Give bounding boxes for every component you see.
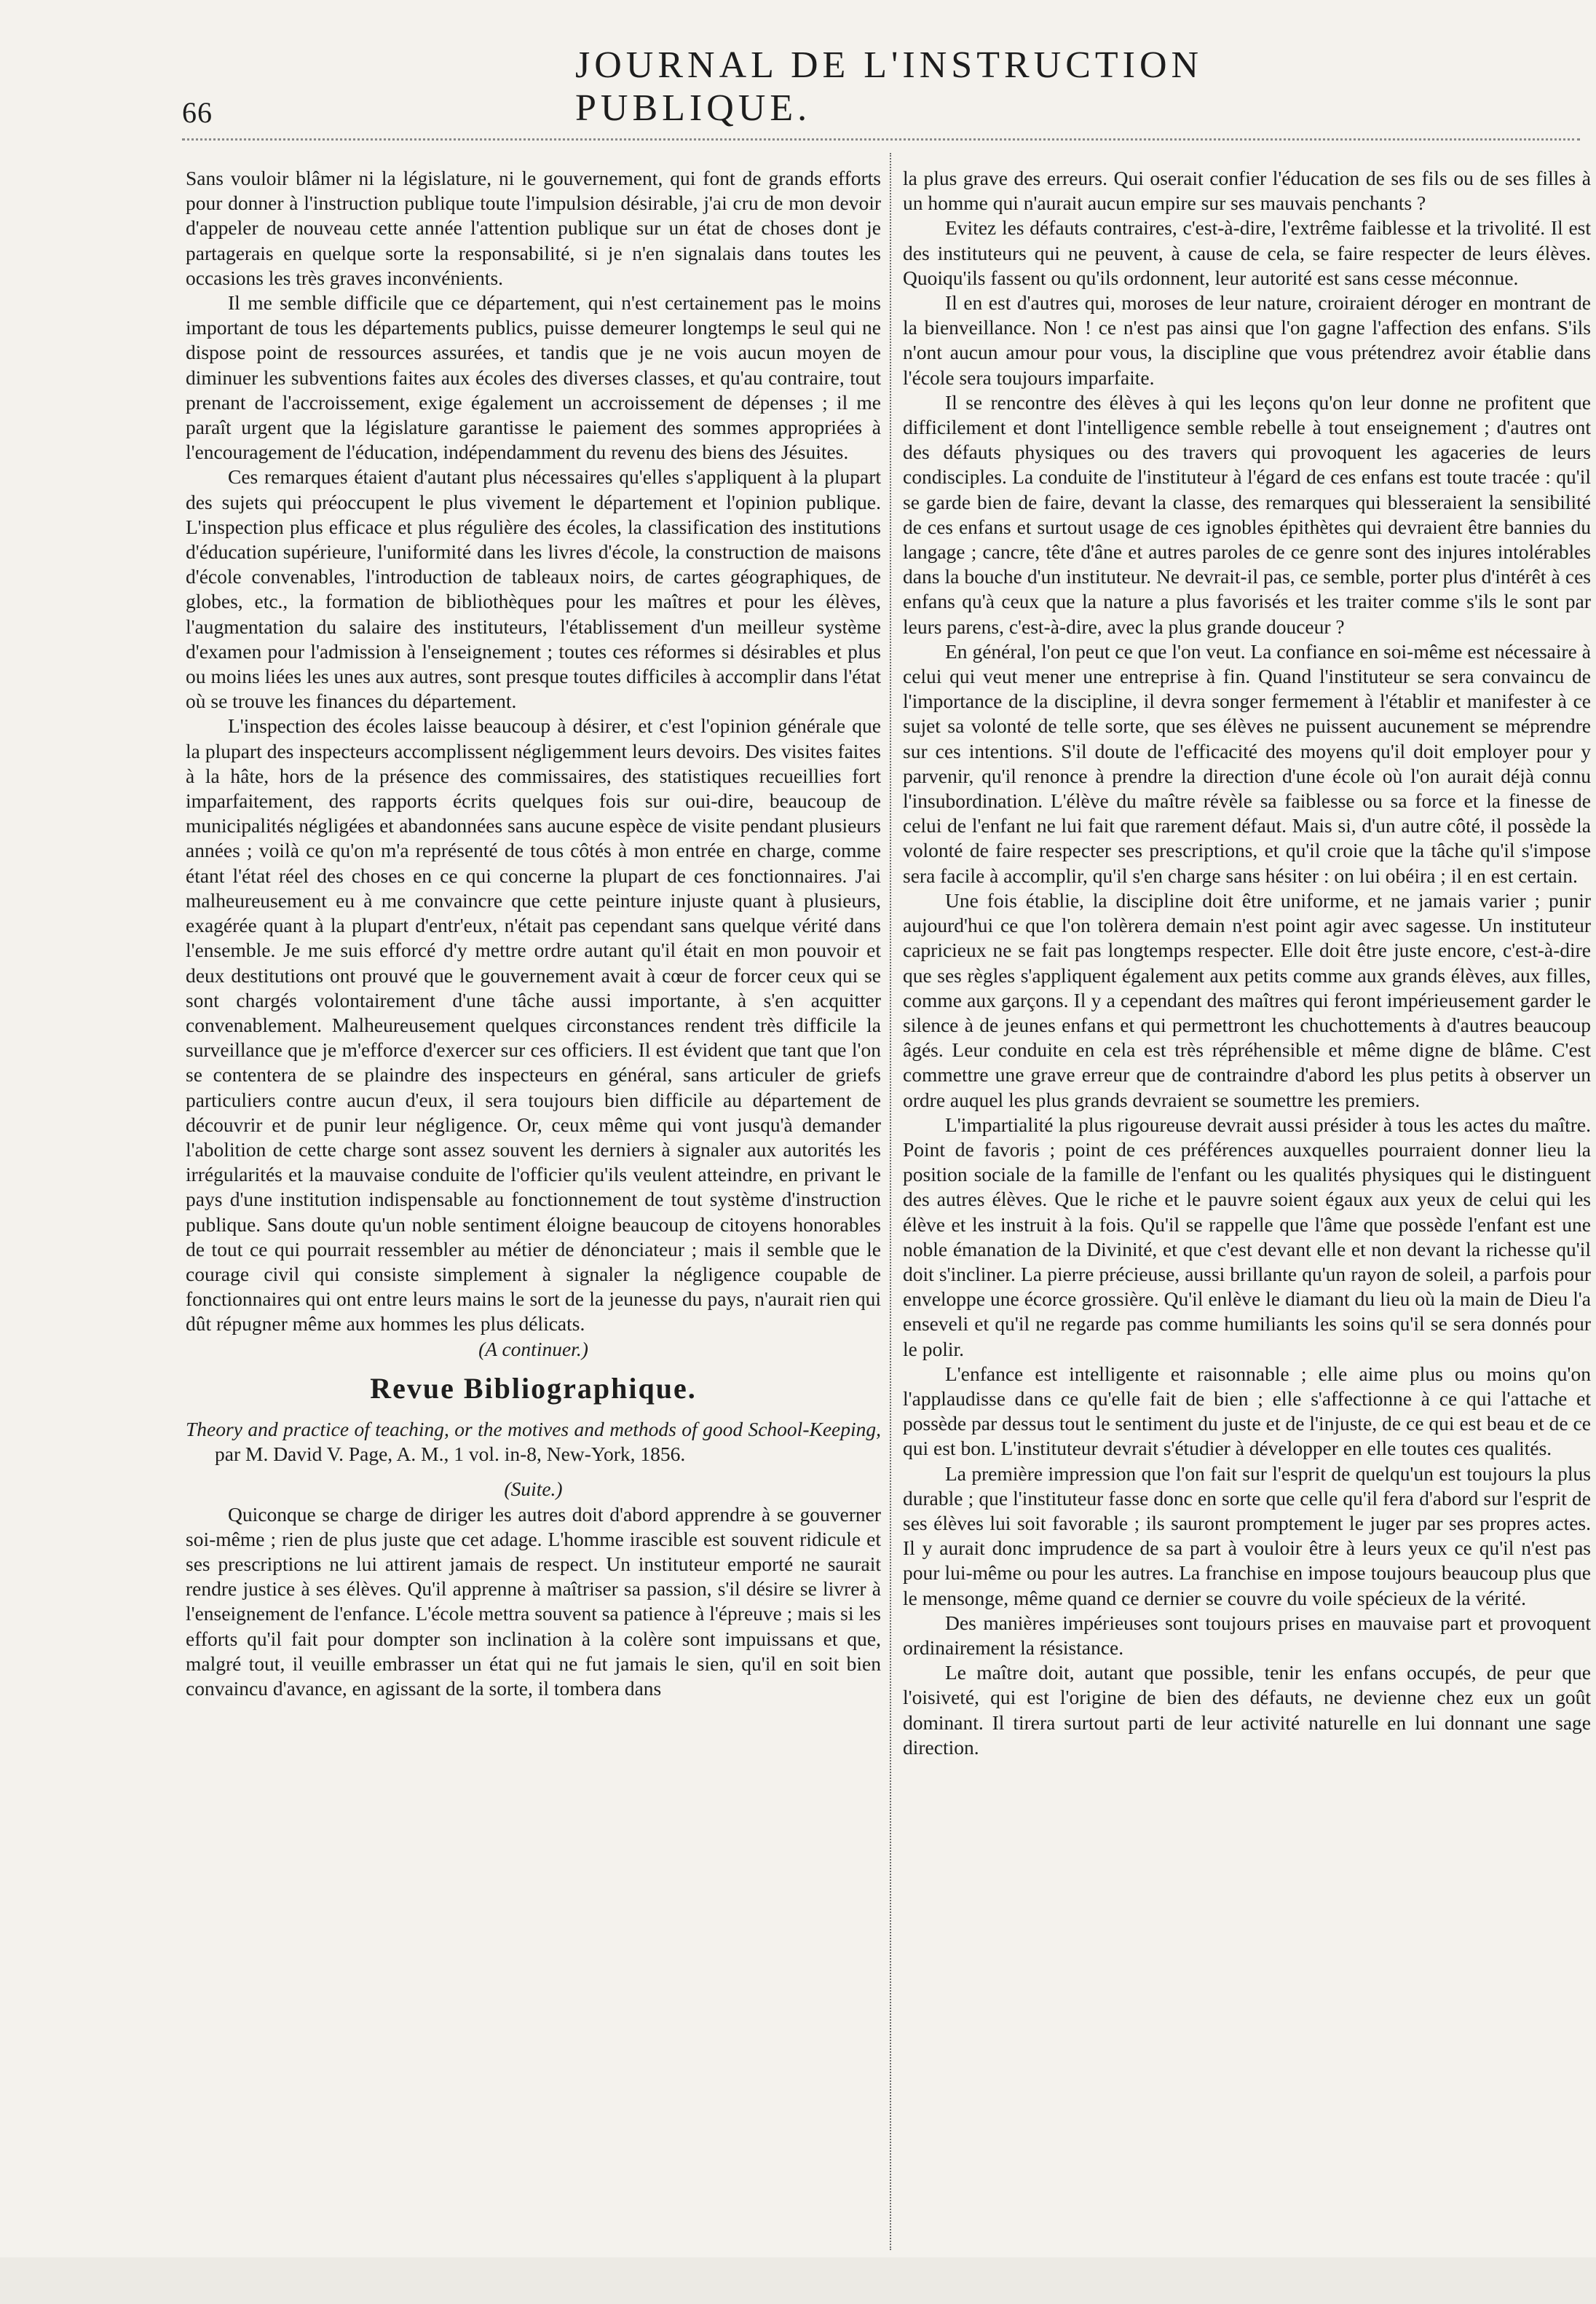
continuation-note: (A continuer.) <box>478 1337 588 1360</box>
left-column <box>186 166 881 1701</box>
article-paragraph: la plus grave des erreurs. Qui oserait confier l'éducation de ses fils ou de ses filles à un homme qui n'aurait aucun empire sur ses mauvais penchants ? <box>903 167 1591 215</box>
book-title: Theory and practice of teaching, or the motives and methods of good School-Keeping, <box>186 1417 881 1440</box>
article-paragraph: L'inspection des écoles laisse beaucoup à désirer, et c'est l'opinion générale que la plupart des inspecteurs accomplissent négligemment leurs devoirs. Des visites faites à la hâte, hors de la présence des commissaires, des statistiques recueillies fort imparfaitement, des rapports écrits quelques fois sur oui-dire, beaucoup de municipalités négligées et abandonnées sans aucune espèce de visite pendant plusieurs années ; voilà ce qu'on m'a représenté de tous côtés à mon entrée en charge, comme étant l'état réel des choses en ce qui concerne la plupart de ces fonctionnaires. J'ai malheureusement eu à me convaincre que cette peinture injuste quant à plusieurs, exagérée quant à la plupart d'entr'eux, n'était pas cependant sans quelque vérité dans l'ensemble. Je me suis efforcé d'y mettre ordre autant qu'il était en mon pouvoir et deux destitutions ont prouvé que le gouvernement avait à cœur de forcer ceux qui se sont chargés volontairement d'une tâche aussi importante, à s'en acquitter convenablement. Malheureusement quelques circonstances rendent très difficile la surveillance que je m'efforce d'exercer sur ces officiers. Il est évident que tant que l'on se contentera de se plaindre des inspecteurs en général, sans articuler de griefs particuliers contre aucun d'eux, il sera toujours bien difficile au département de découvrir et de punir leur négligence. Or, ceux même qui vont jusqu'à demander l'abolition de cette charge sont assez souvent les derniers à signaler aux autorités les irrégularités et la mauvaise conduite de l'officier qu'ils veulent atteindre, en privant le pays d'une institution indispensable au fonctionnement de tout système d'instruction publique. Sans doute qu'un noble sentiment éloigne beaucoup de citoyens honorables de tout ce qui pourrait ressembler au métier de dénonciateur ; mais il semble que le courage civil qui consiste simplement à signaler la négligence coupable de fonctionnaires qui ont entre leurs mains le sort de la jeunesse du pays, n'aurait rien qui dût répugner même aux hommes les plus délicats. <box>186 714 881 1336</box>
right-column <box>903 166 1591 1760</box>
article-paragraph: Il me semble difficile que ce département, qui n'est certainement pas le moins important de tous les départements publics, puisse demeurer longtemps le seul qui ne dispose point de ressources assurées, et tandis que je ne vois aucun moyen de diminuer les subventions faites aux écoles des diverses classes, et qu'au contraire, tout prenant de l'accroissement, exige également un accroissement de dépenses ; il me paraît urgent que la législature garantisse le paiement des sommes appropriées à l'encouragement de l'éducation, indépendamment du revenu des biens des Jésuites. <box>186 291 881 464</box>
article-paragraph: La première impression que l'on fait sur l'esprit de quelqu'un est toujours la plus durable ; que l'instituteur fasse donc en sorte que celle qu'il fera d'abord sur l'esprit de ses élèves lui soit favorable ; ils sauront promptement le juger par ses propres actes. Il y aurait donc imprudence de sa part à vouloir être à leurs yeux ce qu'il n'est pas pour lui-même ou pour les autres. La franchise en impose toujours beaucoup plus que le mensonge, même quand ce dernier se couvre du voile spécieux de la vérité. <box>903 1461 1591 1609</box>
article-paragraph: Des manières impérieuses sont toujours prises en mauvaise part et provoquent ordinairement la résistance. <box>903 1611 1591 1659</box>
article-paragraph: Il en est d'autres qui, moroses de leur nature, croiraient déroger en montrant de la bienveillance. Non ! ce n'est pas ainsi que l'on gagne l'affection des enfans. S'ils n'ont aucun amour pour vous, la discipline que vous prétendrez avoir établie dans l'école sera toujours imparfaite. <box>903 291 1591 389</box>
article-paragraph: Le maître doit, autant que possible, tenir les enfans occupés, de peur que l'oisiveté, qui est l'origine de bien des défauts, ne devienne chez eux un goût dominant. Il tirera surtout parti de leur activité naturelle en lui donnant une sage direction. <box>903 1661 1591 1759</box>
article-paragraph: En général, l'on peut ce que l'on veut. La confiance en soi-même est nécessaire à celui qui veut mener une entreprise à fin. Quand l'instituteur se sera convaincu de l'importance de la discipline, il devra songer fermement à l'établir et manifester à ce sujet sa volonté de telle sorte, que ses élèves ne puissent aucunement se méprendre sur ces intentions. S'il doute de l'efficacité des moyens qu'il doit employer pour y parvenir, qu'il renonce à prendre la direction d'une école où l'on aurait déjà connu l'insubordination. L'élève du maître révèle sa faiblesse ou sa force et la finesse de celui de l'enfant ne lui fait que rarement défaut. Mais si, d'un autre côté, il possède la volonté de faire respecter ses prescriptions, et qu'il croie que la tâche qu'il s'impose sera facile à accomplir, qu'il s'en charge sans hésiter : on lui obéira ; il en est certain. <box>903 639 1591 887</box>
article-paragraph: Il se rencontre des élèves à qui les leçons qu'on leur donne ne profitent que difficilement et dont l'intelligence semble rebelle à tout enseignement ; d'autres ont des défauts physiques ou des travers qui provoquent les agaceries de leurs condisciples. La conduite de l'instituteur à l'égard de ces enfans est toute tracée : qu'il se garde bien de faire, devant la classe, des remarques qui blesseraient la sensibilité de ces enfans et surtout usage de ces ignobles épithètes qui devraient être bannies du langage ; cancre, tête d'âne et autres paroles de ce genre sont des injures intolérables dans la bouche d'un instituteur. Ne devrait-il pas, ce semble, porter plus d'intérêt à ces enfans qu'à ceux que la nature a plus favorisés et les traiter comme s'ils le sont par leurs parens, c'est-à-dire, avec la plus grande douceur ? <box>903 390 1591 638</box>
book-details: par M. David V. Page, A. M., 1 vol. in-8, New-York, 1856. <box>215 1443 686 1466</box>
header-rule <box>182 138 1580 141</box>
article-paragraph: L'enfance est intelligente et raisonnable ; elle aime plus ou moins qu'on l'applaudisse dans ce qu'elle fait de bien ; elle s'affectionne à ce qui l'attache et possède par dessus tout le sentiment du juste et de l'injuste, de ce qui est beau et de ce qui est bon. L'instituteur devrait s'étudier à développer en elle toutes ces qualités. <box>903 1362 1591 1460</box>
column-divider <box>890 153 891 2250</box>
review-paragraph: Quiconque se charge de diriger les autres doit d'abord apprendre à se gouverner soi-même ; rien de plus juste que cet adage. L'homme irascible est souvent ridicule et ses prescriptions ne lui attirent jamais de respect. Un instituteur emporté ne saurait rendre justice à ses élèves. Qu'il apprenne à maîtriser sa passion, s'il désire se livrer à l'enseignement de l'enfance. L'école mettra souvent sa patience à l'épreuve ; mais si les efforts qu'il fait pour dompter son inclination à la colère sont impuissans et que, malgré tout, il veuille embrasser un état qui ne fut jamais le sien, qu'il en soit bien convaincu d'avance, en agissant de la sorte, il tombera dans <box>186 1502 881 1700</box>
page-bottom-margin <box>0 2257 1596 2304</box>
bibliographic-entry <box>186 1417 881 1467</box>
article-paragraph: Sans vouloir blâmer ni la législature, ni le gouvernement, qui font de grands efforts pour donner à l'instruction publique toute l'impulsion désirable, j'ai cru de mon devoir d'appeler de nouveau cette année l'attention publique sur un état de choses dont je partagerais en quelque sorte la responsabilité, si je n'en signalais dans toutes les occasions les très graves inconvénients. <box>186 167 881 289</box>
suite-note: (Suite.) <box>504 1478 563 1501</box>
article-paragraph: Evitez les défauts contraires, c'est-à-dire, l'extrême faiblesse et la trivolité. Il est des instituteurs qui ne peuvent, à cause de cela, se faire respecter de leurs élèves. Quoiqu'ils fassent ou qu'ils ordonnent, leur autorité est sans cesse méconnue. <box>903 216 1591 289</box>
journal-title: JOURNAL DE L'INSTRUCTION PUBLIQUE. <box>575 44 1204 129</box>
page-number: 66 <box>182 96 213 129</box>
page-header <box>182 44 1420 130</box>
article-paragraph: Une fois établie, la discipline doit être uniforme, et ne jamais varier ; punir aujourd'hui ce que l'on tolèrera demain n'est point agir avec sagesse. Un instituteur capricieux ne se fait pas longtemps respecter. Elle doit être juste encore, c'est-à-dire que ses règles s'appliquent également aux petits comme aux grands élèves, aux filles, comme aux garçons. Il y a cependant des maîtres qui feront impérieusement garder le silence à de jeunes enfans et qui permettront les chuchottements à d'autres beaucoup âgés. Leur conduite en cela est très répréhensible et même digne de blâme. C'est commettre une grave erreur que de contraindre d'abord les plus petits à observer un ordre auquel les plus grands devraient se soumettre les premiers. <box>903 888 1591 1111</box>
section-title: Revue Bibliographique. <box>370 1371 697 1405</box>
article-paragraph: L'impartialité la plus rigoureuse devrait aussi présider à tous les actes du maître. Point de favoris ; point de ces préférences auxquelles pourraient donner lieu la position sociale de la famille de l'enfant ou les qualités physiques qui le distinguent des autres élèves. Que le riche et le pauvre soient égaux aux yeux de celui qui les élève et les instruit à la fois. Qu'il se rappelle que l'âme que possède l'enfant est une noble émanation de la Divinité, et que c'est devant elle et non devant la richesse qu'il doit s'incliner. La pierre précieuse, aussi brillante qu'un rayon de soleil, a parfois pour enveloppe une écorce grossière. Qu'il enlève le diamant du lieu où la main de Dieu l'a enseveli et qu'il ne regarde pas comme humiliants les soins qu'il se sera donnés pour le polir. <box>903 1113 1591 1360</box>
article-paragraph: Ces remarques étaient d'autant plus nécessaires qu'elles s'appliquent à la plupart des sujets qui préoccupent le plus vivement le département et l'opinion publique. L'inspection plus efficace et plus régulière des écoles, la classification des institutions d'éducation supérieure, l'uniformité dans les livres d'école, la construction de maisons d'école convenables, l'introduction de tableaux noirs, de cartes géographiques, de globes, etc., la formation de bibliothèques pour les maîtres et pour les élèves, l'augmentation du salaire des instituteurs, l'établissement d'un meilleur système d'examen pour l'admission à l'enseignement ; toutes ces réformes si désirables et plus ou moins liées les unes aux autres, sont presque toutes difficiles à accomplir dans l'état où se trouve les finances du département. <box>186 465 881 713</box>
